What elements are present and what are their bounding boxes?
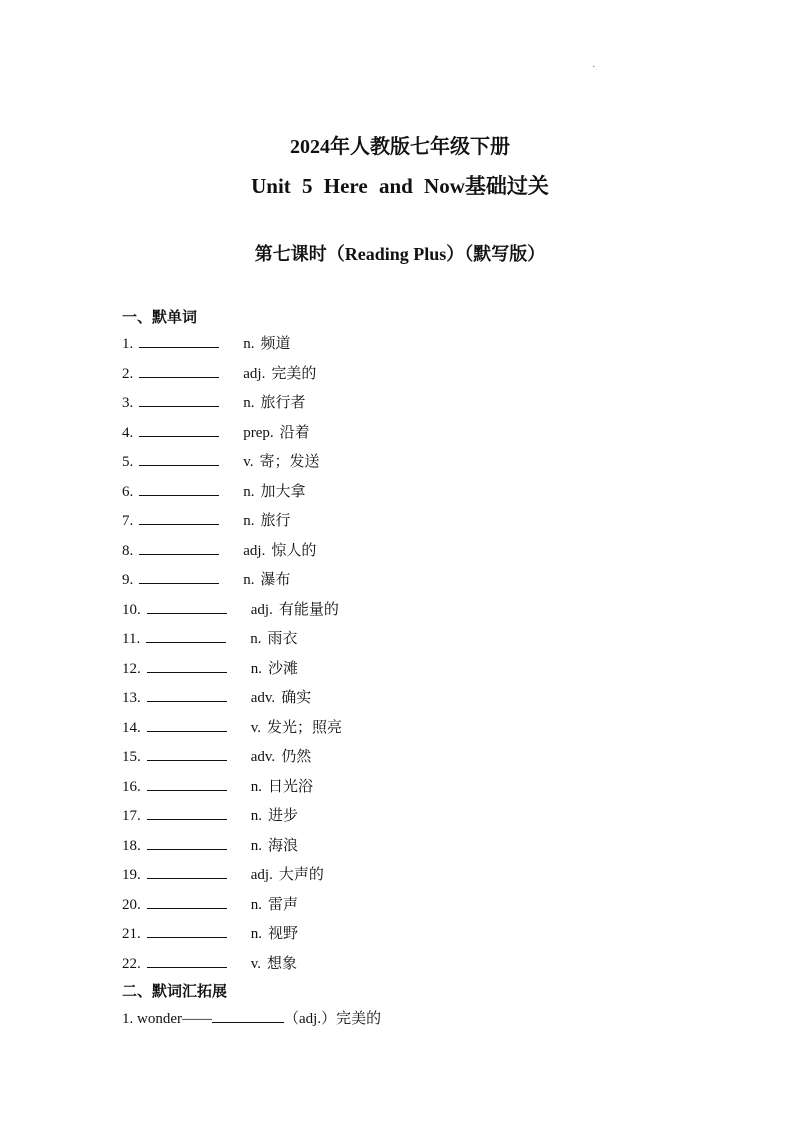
answer-blank[interactable] xyxy=(139,390,219,407)
part-of-speech: n. xyxy=(243,572,255,588)
chinese-meaning: 瀑布 xyxy=(260,572,291,588)
vocabulary-list xyxy=(122,330,342,979)
part-of-speech: adj. xyxy=(250,867,273,883)
answer-blank[interactable] xyxy=(147,892,227,909)
chinese-meaning: 频道 xyxy=(260,336,291,352)
chinese-meaning: 有能量的 xyxy=(278,601,339,618)
answer-blank[interactable] xyxy=(147,803,227,820)
document-title: 2024年人教版七年级下册 xyxy=(290,136,510,158)
part-of-speech: adv. xyxy=(250,690,276,706)
item-number: 21. xyxy=(122,926,141,942)
vocab-item xyxy=(122,360,342,390)
part-of-speech: adv. xyxy=(250,749,276,765)
vocab-item xyxy=(122,389,342,419)
corner-mark: · xyxy=(592,62,596,73)
answer-blank[interactable] xyxy=(146,626,226,643)
answer-blank[interactable] xyxy=(139,508,219,525)
part-of-speech: n. xyxy=(250,926,262,942)
part-of-speech: n. xyxy=(250,660,262,677)
vocab-item xyxy=(122,566,342,596)
answer-blank[interactable] xyxy=(147,685,227,702)
part-of-speech: n. xyxy=(250,808,262,824)
answer-blank[interactable] xyxy=(147,862,227,879)
chinese-meaning: 旅行者 xyxy=(260,395,306,411)
part-of-speech: v. xyxy=(250,955,262,972)
item-number: 9. xyxy=(122,572,134,588)
chinese-meaning: 海浪 xyxy=(268,837,299,854)
answer-blank[interactable] xyxy=(147,597,227,614)
item-number: 3. xyxy=(122,395,134,411)
item-number: 10. xyxy=(122,601,141,618)
answer-blank[interactable] xyxy=(147,715,227,732)
chinese-meaning: 大声的 xyxy=(278,867,324,883)
chinese-meaning: 视野 xyxy=(268,926,299,942)
base-word: wonder—— xyxy=(137,1011,212,1027)
answer-blank[interactable] xyxy=(139,361,219,378)
item-number: 14. xyxy=(122,719,141,736)
vocab-item xyxy=(122,920,342,950)
part-of-speech: v. xyxy=(243,454,254,470)
item-number: 1. xyxy=(122,336,134,352)
extension-item xyxy=(122,1006,381,1032)
part-of-speech: n. xyxy=(250,896,262,913)
part-of-speech: adj. xyxy=(250,601,273,618)
section-heading-word-extension: 二、默词汇拓展 xyxy=(122,984,228,1000)
item-number: 6. xyxy=(122,483,134,500)
word-extension-list xyxy=(122,1006,381,1032)
part-of-speech: n. xyxy=(243,336,255,352)
answer-blank[interactable] xyxy=(147,951,227,968)
unit-title-english: Unit 5 Here and Now xyxy=(251,174,465,198)
vocab-item xyxy=(122,655,342,685)
item-number: 15. xyxy=(122,749,141,765)
item-number: 13. xyxy=(122,690,141,706)
vocab-item xyxy=(122,743,342,773)
part-of-speech: prep. xyxy=(243,424,274,441)
vocab-item xyxy=(122,537,342,567)
item-number: 11. xyxy=(122,631,141,647)
chinese-meaning: 确实 xyxy=(281,690,312,706)
derived-form-hint: （adj.）完美的 xyxy=(284,1011,382,1027)
answer-blank[interactable] xyxy=(139,449,219,466)
part-of-speech: n. xyxy=(243,483,255,500)
unit-title xyxy=(0,170,800,200)
answer-blank[interactable] xyxy=(139,420,219,437)
vocab-item xyxy=(122,832,342,862)
vocab-item xyxy=(122,448,342,478)
item-number: 4. xyxy=(122,424,134,441)
item-number: 17. xyxy=(122,808,141,824)
vocab-item xyxy=(122,802,342,832)
chinese-meaning: 旅行 xyxy=(260,513,291,529)
answer-blank[interactable] xyxy=(147,744,227,761)
item-number: 7. xyxy=(122,513,134,529)
vocab-item xyxy=(122,684,342,714)
part-of-speech: n. xyxy=(250,778,262,795)
chinese-meaning: 寄；发送 xyxy=(259,454,320,470)
vocab-item xyxy=(122,625,342,655)
vocab-item xyxy=(122,419,342,449)
item-number: 8. xyxy=(122,542,134,559)
answer-blank[interactable] xyxy=(147,774,227,791)
chinese-meaning: 惊人的 xyxy=(271,542,317,559)
part-of-speech: adj. xyxy=(243,542,266,559)
item-number: 20. xyxy=(122,896,141,913)
item-number: 5. xyxy=(122,454,134,470)
item-number: 19. xyxy=(122,867,141,883)
vocab-item xyxy=(122,596,342,626)
item-number: 18. xyxy=(122,837,141,854)
item-number: 22. xyxy=(122,955,141,972)
vocab-item xyxy=(122,478,342,508)
answer-blank[interactable] xyxy=(147,833,227,850)
part-of-speech: adj. xyxy=(243,365,266,382)
answer-blank[interactable] xyxy=(139,538,219,555)
chinese-meaning: 沿着 xyxy=(279,424,310,441)
item-number: 2. xyxy=(122,365,134,382)
chinese-meaning: 发光；照亮 xyxy=(267,719,343,736)
vocab-item xyxy=(122,507,342,537)
part-of-speech: v. xyxy=(250,719,262,736)
chinese-meaning: 日光浴 xyxy=(268,778,314,795)
answer-blank[interactable] xyxy=(147,656,227,673)
vocab-item xyxy=(122,714,342,744)
item-number: 1. xyxy=(122,1011,134,1027)
section-heading-vocabulary: 一、默单词 xyxy=(122,310,198,326)
answer-blank[interactable] xyxy=(139,479,219,496)
vocab-item xyxy=(122,861,342,891)
item-number: 16. xyxy=(122,778,141,795)
vocab-item xyxy=(122,891,342,921)
chinese-meaning: 想象 xyxy=(267,955,298,972)
item-number: 12. xyxy=(122,660,141,677)
vocab-item xyxy=(122,773,342,803)
answer-blank[interactable] xyxy=(212,1006,284,1023)
chinese-meaning: 雷声 xyxy=(268,896,299,913)
chinese-meaning: 进步 xyxy=(268,808,299,824)
part-of-speech: n. xyxy=(243,513,255,529)
vocab-item xyxy=(122,330,342,360)
answer-blank[interactable] xyxy=(139,331,219,348)
chinese-meaning: 完美的 xyxy=(271,365,317,382)
answer-blank[interactable] xyxy=(139,567,219,584)
answer-blank[interactable] xyxy=(147,921,227,938)
chinese-meaning: 沙滩 xyxy=(268,660,299,677)
unit-title-chinese: 基础过关 xyxy=(464,174,549,198)
chinese-meaning: 仍然 xyxy=(281,749,312,765)
part-of-speech: n. xyxy=(250,837,262,854)
vocab-item xyxy=(122,950,342,980)
chinese-meaning: 雨衣 xyxy=(267,631,298,647)
chinese-meaning: 加大拿 xyxy=(260,483,306,500)
lesson-subtitle: 第七课时（Reading Plus）（默写版） xyxy=(254,244,546,264)
part-of-speech: n. xyxy=(250,631,262,647)
part-of-speech: n. xyxy=(243,395,255,411)
